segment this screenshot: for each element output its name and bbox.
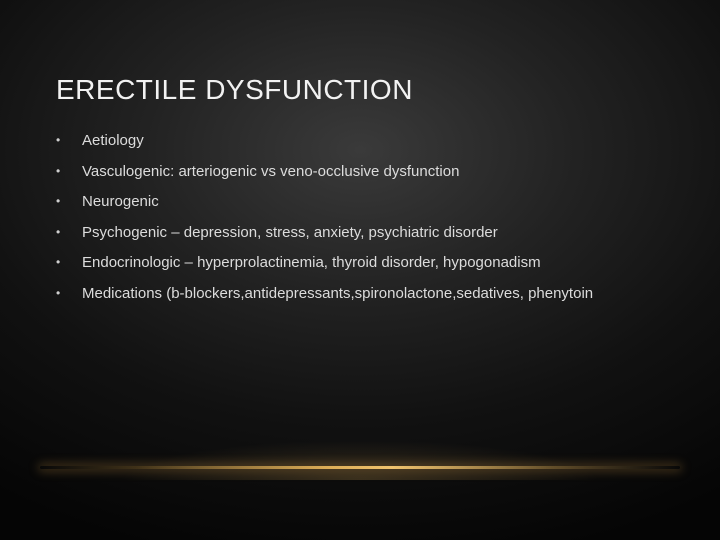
bullet-dot-icon: • xyxy=(56,194,61,208)
bullet-text: Aetiology xyxy=(82,132,144,149)
bullet-text: Vasculogenic: arteriogenic vs veno-occlusive dysfunction xyxy=(82,162,460,180)
decorative-glow-line xyxy=(40,466,680,469)
bullet-dot-icon: • xyxy=(56,133,61,147)
bullet-item xyxy=(56,284,656,303)
bullet-item xyxy=(56,131,656,150)
bullet-text: Psychogenic – depression, stress, anxiety, psychiatric disorder xyxy=(82,223,498,241)
bullet-dot-icon: • xyxy=(56,224,61,239)
bullet-list xyxy=(56,131,656,314)
bullet-text: Medications (b-blockers,antidepressants,spironolactone,sedatives, phenytoin xyxy=(82,284,594,302)
decorative-glow-haze xyxy=(120,440,600,480)
bullet-text: Endocrinologic – hyperprolactinemia, thyroid disorder, hypogonadism xyxy=(82,254,541,271)
bullet-dot-icon: • xyxy=(56,163,61,178)
bullet-item xyxy=(56,162,656,181)
slide-title: ERECTILE DYSFUNCTION xyxy=(56,74,413,105)
bullet-item xyxy=(56,223,656,242)
bullet-dot-icon: • xyxy=(56,285,61,300)
bullet-item xyxy=(56,253,656,272)
bullet-text: Neurogenic xyxy=(82,193,159,210)
bullet-dot-icon: • xyxy=(56,255,61,269)
bullet-item xyxy=(56,192,656,211)
